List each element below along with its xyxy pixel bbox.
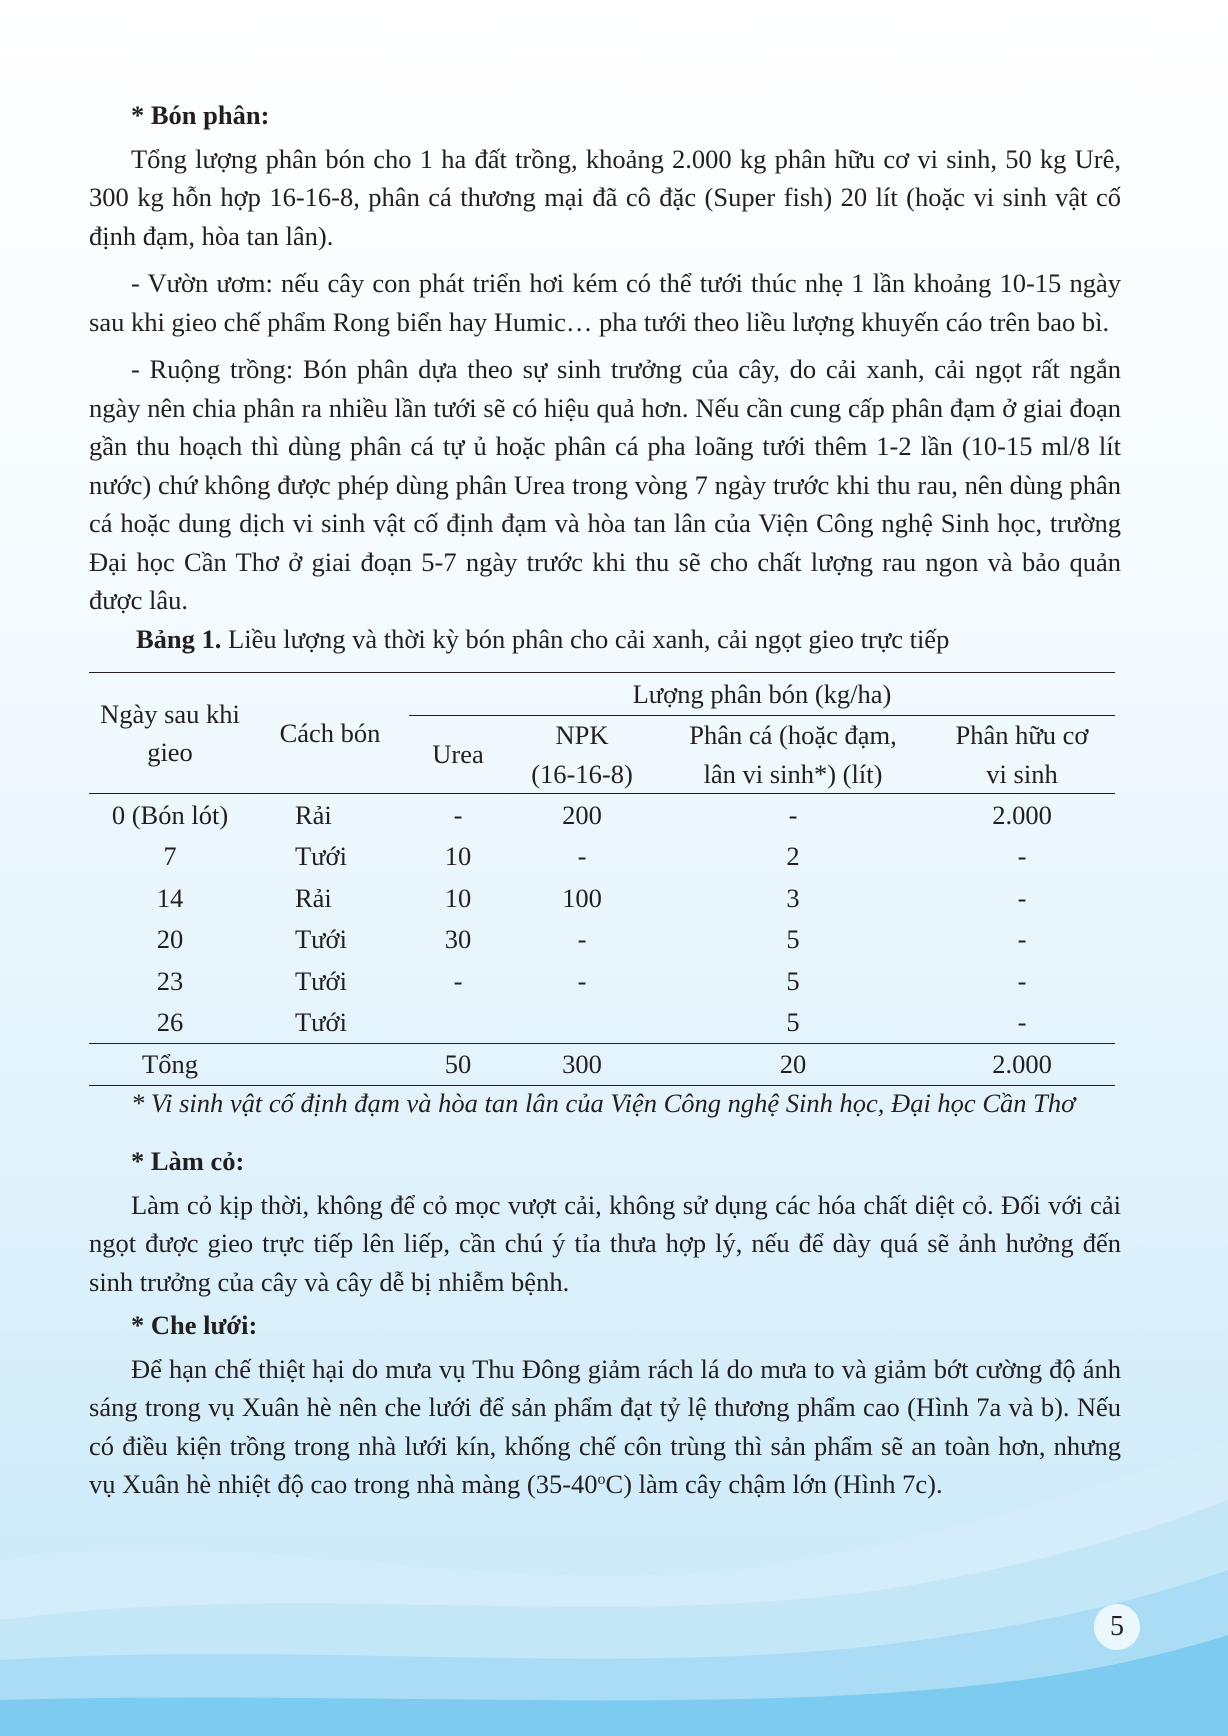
cell-urea: 30 xyxy=(444,924,472,954)
table-caption xyxy=(89,620,1121,659)
cell-fish: 5 xyxy=(786,1007,800,1037)
total-fish: 20 xyxy=(657,1044,929,1086)
header-npk: NPK (16-16-8) xyxy=(507,716,657,794)
header-urea: Urea xyxy=(409,716,507,794)
cell-urea xyxy=(409,1002,507,1044)
fertilizing-paragraph-total: Tổng lượng phân bón cho 1 ha đất trồng, khoảng 2.000 kg phân hữu cơ vi sinh, 50 kg Urê, 300 kg hỗn hợp 16-16-8, phân cá thương mại đã cô đặc (Super fish) 20 lít (hoặc vi sinh vật cố định đạm, hòa tan lân). xyxy=(89,143,1121,251)
header-fish: Phân cá (hoặc đạm, lân vi sinh*) (lít) xyxy=(657,716,929,794)
fertilizing-paragraph-nursery: - Vườn ươm: nếu cây con phát triển hơi kém có thể tưới thúc nhẹ 1 lần khoảng 10-15 ngày sau khi gieo chế phẩm Rong biển hay Humic… pha tưới theo liều lượng khuyến cáo trên bao bì. xyxy=(89,268,1121,337)
cell-method: Tưới xyxy=(295,924,347,954)
page-number: 5 xyxy=(1094,1604,1140,1650)
degree-superscript: o xyxy=(597,1471,606,1488)
fertilizing-paragraph-field: - Ruộng trồng: Bón phân dựa theo sự sinh trưởng của cây, do cải xanh, cải ngọt rất ngắn ngày nên chia phân ra nhiều lần tưới sẽ có hiệu quả hơn. Nếu cần cung cấp phân đạm ở giai đoạn gần thu hoạch thì dùng phân cá tự ủ hoặc phân cá pha loãng tưới thêm 1-2 lần (10-15 ml/8 lít nước) chứ không được phép dùng phân Urea trong vòng 7 ngày trước khi thu rau, nên dùng phân cá hoặc dung dịch vi sinh vật cố định đạm và hòa tan lân của Viện Công nghệ Sinh học, trường Đại học Cần Thơ ở giai đoạn 5-7 ngày trước khi thu sẽ cho chất lượng rau ngon và bảo quản được lâu. xyxy=(89,354,1121,615)
table-row xyxy=(89,794,1115,836)
cell-fish: 2 xyxy=(786,841,800,871)
header-days: Ngày sau khi gieo xyxy=(89,673,251,794)
table-footnote: * Vi sinh vật cố định đạm và hòa tan lân của Viện Công nghệ Sinh học, Đại học Cần Thơ xyxy=(131,1088,1076,1118)
cell-organic: - xyxy=(1017,882,1027,913)
total-method xyxy=(251,1044,409,1086)
total-label: Tổng xyxy=(89,1044,251,1086)
cell-method: Tưới xyxy=(295,965,347,996)
page-body xyxy=(89,96,1121,1504)
cell-fish: 5 xyxy=(786,924,800,954)
cell-fish: 3 xyxy=(786,882,800,913)
cell-npk: 100 xyxy=(562,882,602,913)
total-organic: 2.000 xyxy=(929,1044,1115,1086)
cell-urea: 10 xyxy=(444,841,472,871)
cell-npk: - xyxy=(577,965,587,996)
cell-fish: 5 xyxy=(786,965,800,996)
cell-days: 7 xyxy=(163,841,177,871)
total-urea: 50 xyxy=(409,1044,507,1086)
netting-paragraph: Để hạn chế thiệt hại do mưa vụ Thu Đông giảm rách lá do mưa to và giảm bớt cường độ ánh sáng trong vụ Xuân hè nên che lưới để sản phẩm đạt tỷ lệ thương phẩm cao (Hình 7a và b). Nếu có điều kiện trồng trong nhà lưới kín, khống chế côn trùng thì sản phẩm sẽ an toàn hơn, nhưng vụ Xuân hè nhiệt độ cao trong nhà màng (35-40$^o$C) làm cây chậm lớn (Hình 7c). xyxy=(89,1353,1121,1499)
fertilizing-heading: * Bón phân: xyxy=(131,100,270,130)
cell-organic: - xyxy=(1017,841,1027,871)
cell-days: 14 xyxy=(156,882,184,913)
cell-urea: - xyxy=(453,965,463,996)
table-row xyxy=(89,836,1115,878)
cell-days: 23 xyxy=(156,965,184,996)
table-row xyxy=(89,960,1115,1002)
table-total-row xyxy=(89,1044,1115,1086)
cell-urea: - xyxy=(453,799,463,830)
cell-npk: - xyxy=(577,841,587,871)
cell-organic: - xyxy=(1017,924,1027,954)
table-row xyxy=(89,919,1115,961)
table-caption-text: Liều lượng và thời kỳ bón phân cho cải xanh, cải ngọt gieo trực tiếp xyxy=(221,623,950,654)
cell-urea: 10 xyxy=(444,882,472,913)
total-npk: 300 xyxy=(507,1044,657,1086)
cell-npk: 200 xyxy=(562,799,602,830)
table-row xyxy=(89,877,1115,919)
cell-npk: - xyxy=(577,924,587,954)
header-method: Cách bón xyxy=(251,673,409,794)
fertilizer-schedule-table xyxy=(89,672,1115,1086)
cell-organic: 2.000 xyxy=(992,799,1052,830)
cell-method: Rải xyxy=(295,799,332,830)
header-organic: Phân hữu cơ vi sinh xyxy=(929,716,1115,794)
cell-npk xyxy=(507,1002,657,1044)
weeding-heading: * Làm cỏ: xyxy=(131,1146,245,1176)
table-caption-label: Bảng 1. xyxy=(136,623,222,654)
cell-days: 0 (Bón lót) xyxy=(111,799,229,830)
cell-organic: - xyxy=(1017,1007,1027,1037)
cell-organic: - xyxy=(1017,965,1027,996)
cell-method: Tưới xyxy=(295,1007,347,1037)
header-fertilizer-group: Lượng phân bón (kg/ha) xyxy=(409,673,1115,716)
cell-days: 26 xyxy=(156,1007,184,1037)
cell-method: Tưới xyxy=(295,841,347,871)
weeding-paragraph: Làm cỏ kịp thời, không để cỏ mọc vượt cải, không sử dụng các hóa chất diệt cỏ. Đối với cải ngọt được gieo trực tiếp lên liếp, cần chú ý tỉa thưa hợp lý, nếu để dày quá sẽ ảnh hưởng đến sinh trưởng của cây và cây dễ bị nhiễm bệnh. xyxy=(89,1189,1121,1297)
cell-fish: - xyxy=(788,799,798,830)
cell-method: Rải xyxy=(295,882,332,913)
cell-days: 20 xyxy=(156,924,184,954)
netting-heading: * Che lưới: xyxy=(131,1310,258,1340)
table-row xyxy=(89,1002,1115,1044)
